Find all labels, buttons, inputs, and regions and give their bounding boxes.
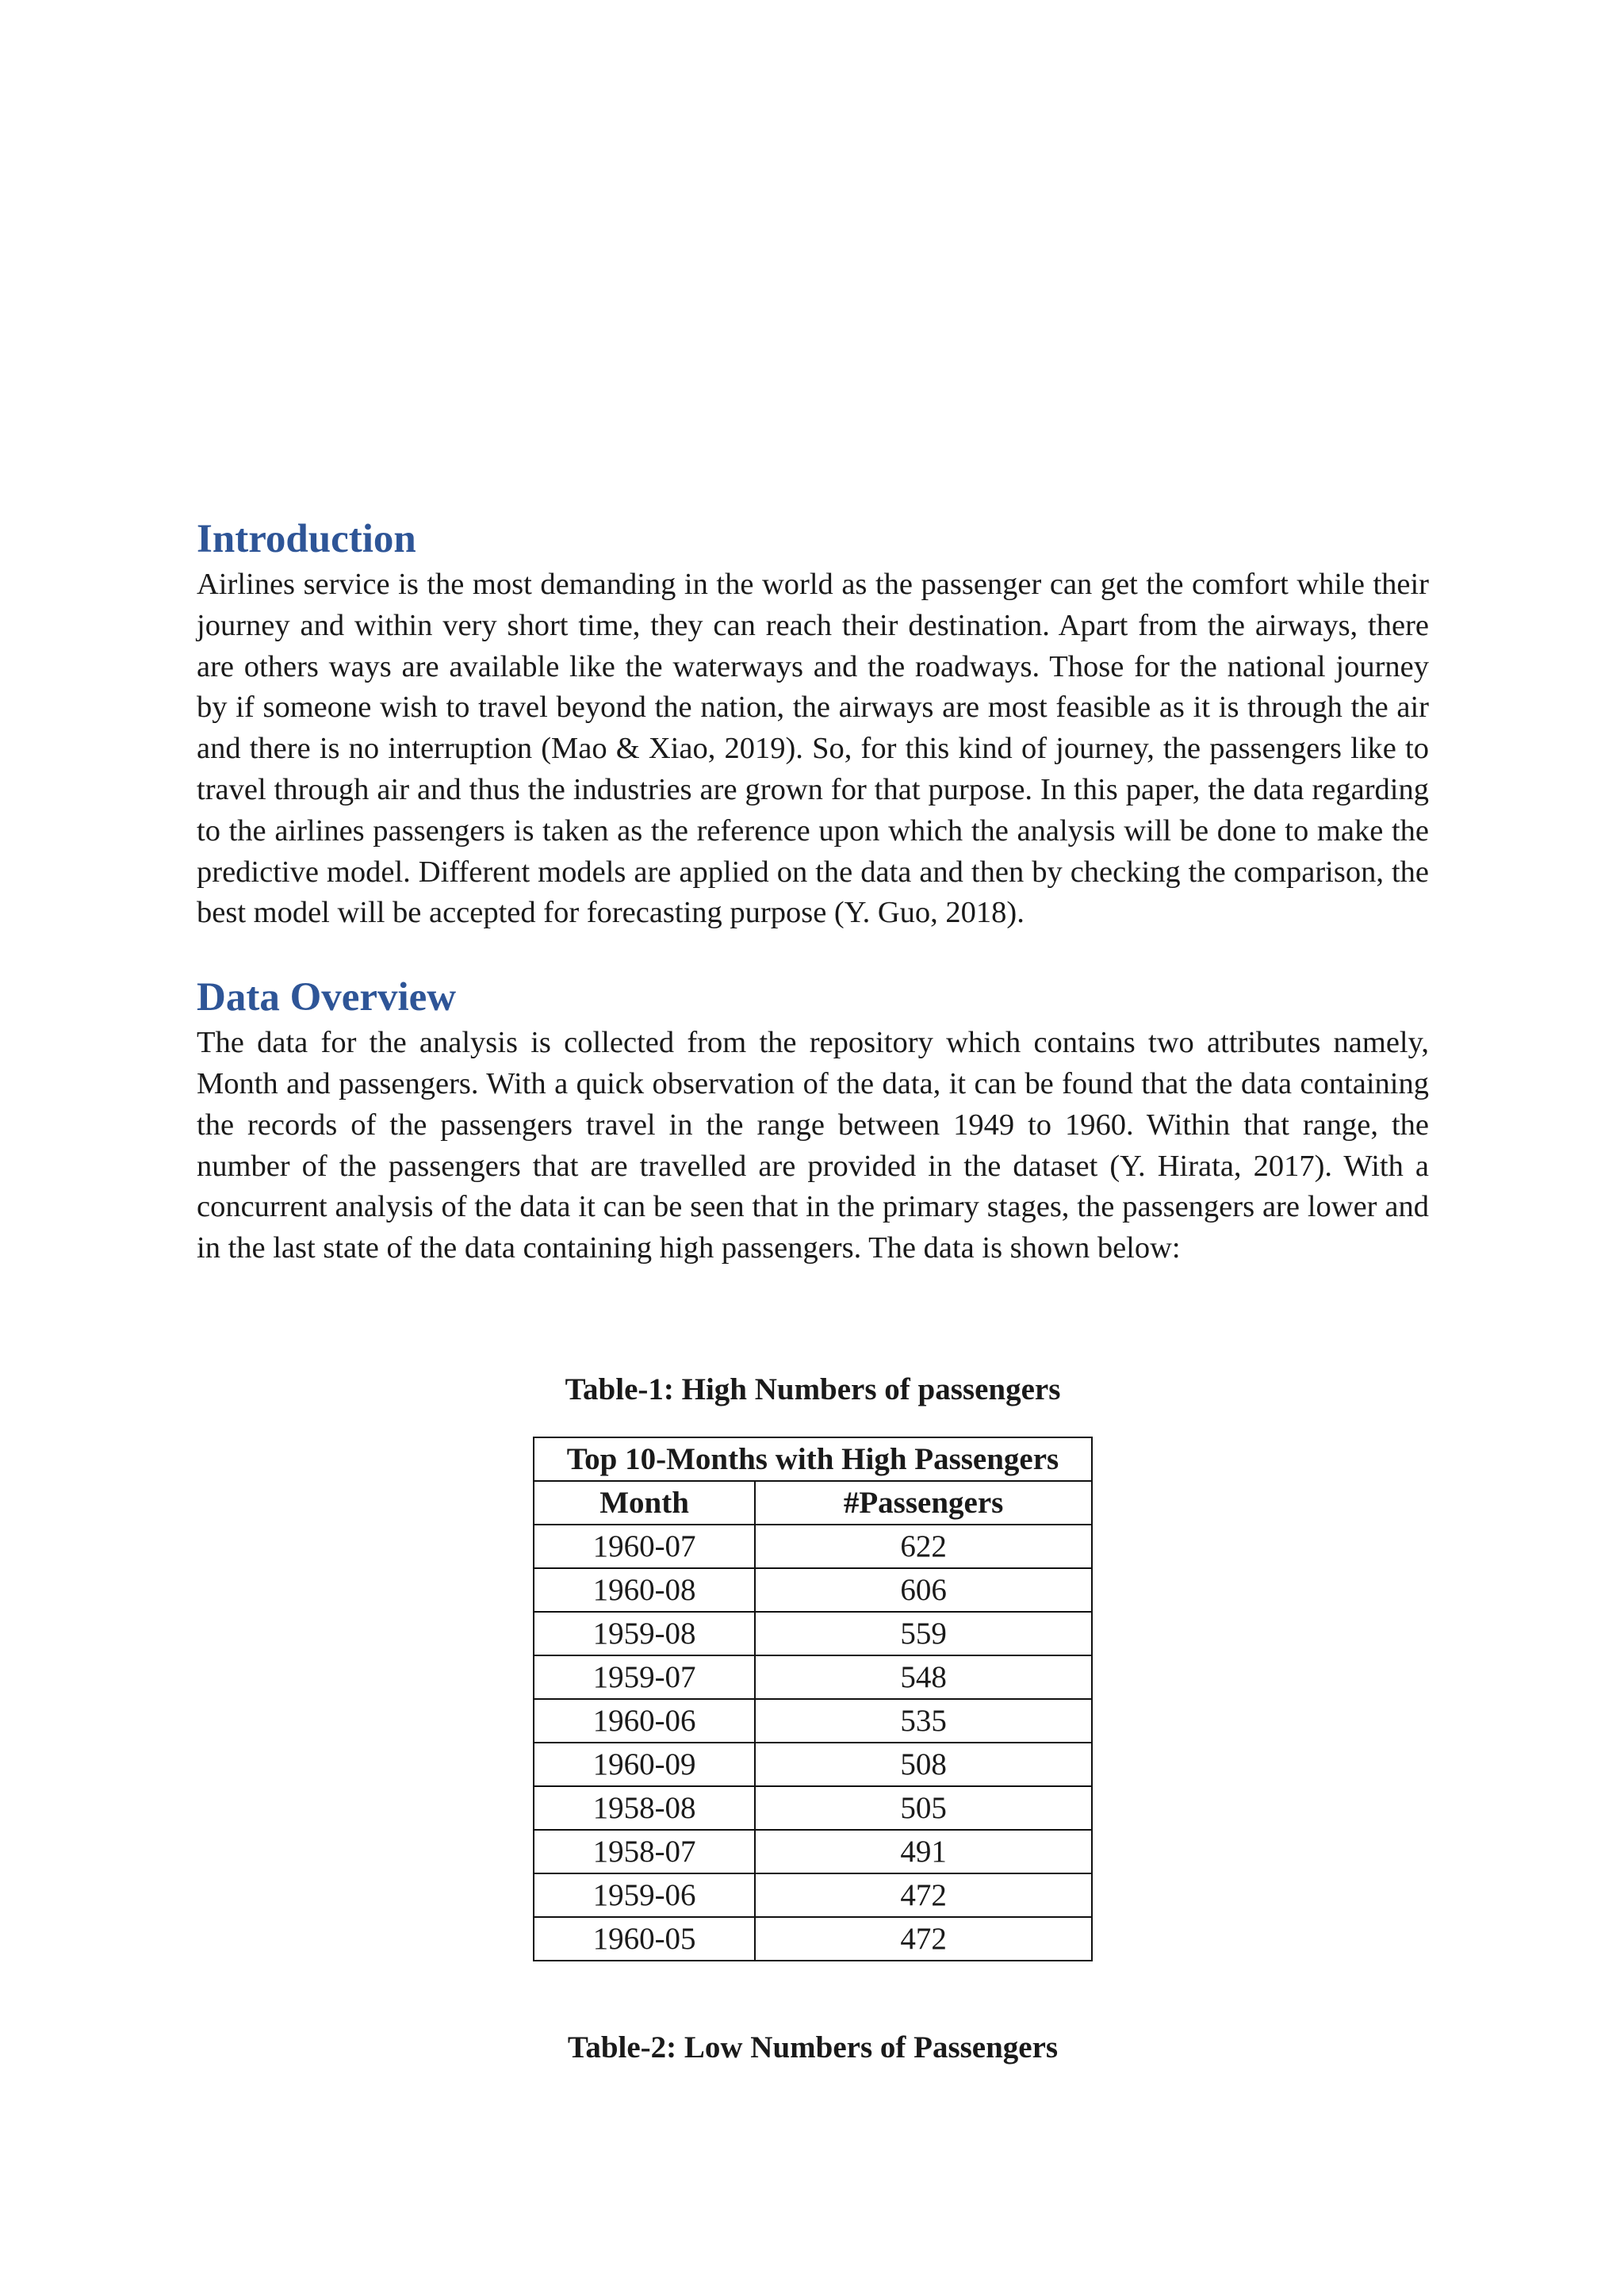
month-cell: 1959-08 <box>534 1612 755 1655</box>
passengers-cell: 622 <box>755 1525 1092 1568</box>
table-row <box>534 1786 1092 1830</box>
table-title-row <box>534 1437 1092 1481</box>
column-header-month: Month <box>534 1481 755 1525</box>
table-row <box>534 1830 1092 1873</box>
passengers-cell: 491 <box>755 1830 1092 1873</box>
month-cell: 1958-08 <box>534 1786 755 1830</box>
passengers-cell: 472 <box>755 1917 1092 1961</box>
passengers-cell: 505 <box>755 1786 1092 1830</box>
passengers-cell: 472 <box>755 1873 1092 1917</box>
table1-wrapper <box>533 1437 1093 1961</box>
passengers-cell: 535 <box>755 1699 1092 1743</box>
table-header-row <box>534 1481 1092 1525</box>
passengers-cell: 548 <box>755 1655 1092 1699</box>
data-overview-paragraph: The data for the analysis is collected from the repository which contains two attributes namely, Month and passengers. With a quick observation of the data, it can be found that the data containing the records of the passengers travel in the range between 1949 to 1960. Within that range, the number of the passengers that are travelled are provided in the dataset (Y. Hirata, 2017). With a concurrent analysis of the data it can be seen that in the primary stages, the passengers are lower and in the last state of the data containing high passengers. The data is shown below: <box>197 1026 1429 1265</box>
table-title: Top 10-Months with High Passengers <box>534 1437 1092 1481</box>
table-row <box>534 1743 1092 1786</box>
month-cell: 1959-07 <box>534 1655 755 1699</box>
page-content <box>197 514 1429 2064</box>
table-row <box>534 1917 1092 1961</box>
month-cell: 1960-05 <box>534 1917 755 1961</box>
table2-caption: Table-2: Low Numbers of Passengers <box>567 2030 1059 2064</box>
table1-caption: Table-1: High Numbers of passengers <box>565 1372 1061 1406</box>
passengers-cell: 508 <box>755 1743 1092 1786</box>
data-overview-heading: Data Overview <box>197 975 457 1020</box>
month-cell: 1960-07 <box>534 1525 755 1568</box>
table-row <box>534 1655 1092 1699</box>
table-row <box>534 1873 1092 1917</box>
table-row <box>534 1568 1092 1612</box>
month-cell: 1960-09 <box>534 1743 755 1786</box>
month-cell: 1959-06 <box>534 1873 755 1917</box>
top-months-table <box>533 1437 1093 1961</box>
passengers-cell: 559 <box>755 1612 1092 1655</box>
month-cell: 1958-07 <box>534 1830 755 1873</box>
month-cell: 1960-06 <box>534 1699 755 1743</box>
table-row <box>534 1699 1092 1743</box>
introduction-heading: Introduction <box>197 517 416 561</box>
column-header-passengers: #Passengers <box>755 1481 1092 1525</box>
table-row <box>534 1525 1092 1568</box>
introduction-paragraph: Airlines service is the most demanding in the world as the passenger can get the comfort while their journey and within very short time, they can reach their destination. Apart from the airways, there are others ways are available like the waterways and the roadways. Those for the national journey by if someone wish to travel beyond the nation, the airways are most feasible as it is through the air and there is no interruption (Mao & Xiao, 2019). So, for this kind of journey, the passengers like to travel through air and thus the industries are grown for that purpose. In this paper, the data regarding to the airlines passengers is taken as the reference upon which the analysis will be done to make the predictive model. Different models are applied on the data and then by checking the comparison, the best model will be accepted for forecasting purpose (Y. Guo, 2018). <box>197 568 1429 930</box>
month-cell: 1960-08 <box>534 1568 755 1612</box>
passengers-cell: 606 <box>755 1568 1092 1612</box>
table-row <box>534 1612 1092 1655</box>
